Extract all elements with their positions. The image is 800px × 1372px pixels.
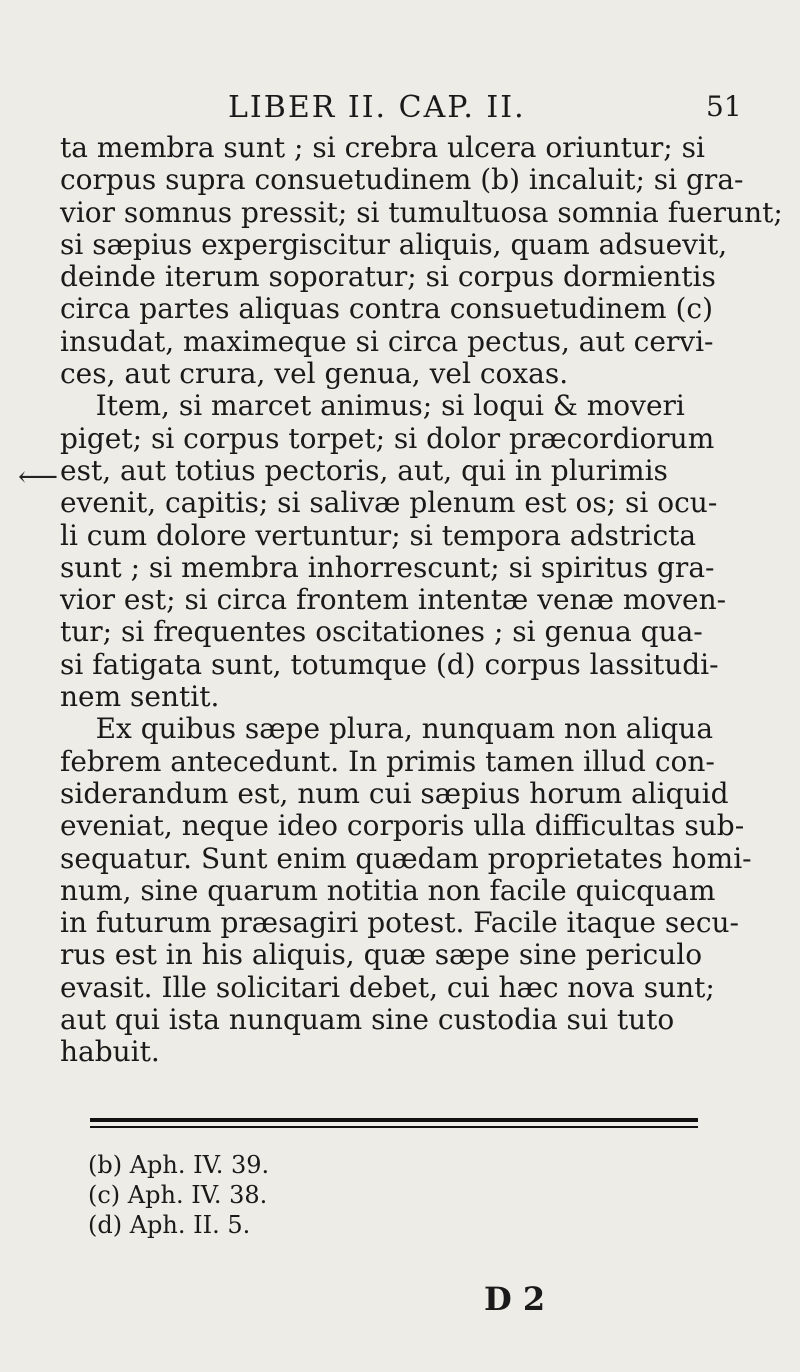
- running-head: LIBER II. CAP. II.: [228, 90, 526, 125]
- footnote-rule-thin: [90, 1126, 698, 1128]
- body-line: si sæpius expergiscitur aliquis, quam adsuevit,: [60, 227, 728, 261]
- signature-mark: D 2: [484, 1280, 546, 1318]
- body-text: [60, 131, 783, 1069]
- body-line: corpus supra consuetudinem (b) incaluit; si gra-: [60, 163, 744, 197]
- body-line: num, sine quarum notitia non facile quicquam: [60, 873, 716, 907]
- body-line: febrem antecedunt. In primis tamen illud con-: [60, 744, 715, 778]
- body-line: Item, si marcet animus; si loqui & moveri: [60, 389, 685, 423]
- body-line: nem sentit.: [60, 680, 220, 714]
- body-line: rus est in his aliquis, quæ sæpe sine periculo: [60, 938, 703, 972]
- footnote-c: (c) Aph. IV. 38.: [88, 1181, 268, 1209]
- footnote-rule-thick: [90, 1118, 698, 1122]
- body-line: deinde iterum soporatur; si corpus dormientis: [60, 260, 716, 294]
- body-line: aut qui ista nunquam sine custodia sui tuto: [60, 1003, 675, 1037]
- body-line: vior est; si circa frontem intentæ venæ moven-: [60, 583, 727, 617]
- body-line: ces, aut crura, vel genua, vel coxas.: [60, 357, 569, 391]
- body-line: Ex quibus sæpe plura, nunquam non aliqua: [60, 712, 714, 746]
- body-line: circa partes aliquas contra consuetudinem (c): [60, 292, 714, 326]
- body-line: sunt ; si membra inhorrescunt; si spiritus gra-: [60, 550, 715, 584]
- body-line: sequatur. Sunt enim quædam proprietates homi-: [60, 841, 752, 875]
- footnote-d: (d) Aph. II. 5.: [88, 1211, 251, 1239]
- body-line: ta membra sunt ; si crebra ulcera oriuntur; si: [60, 131, 705, 164]
- body-line: est, aut totius pectoris, aut, qui in plurimis: [60, 453, 668, 487]
- footnotes: [88, 1150, 269, 1240]
- body-line: piget; si corpus torpet; si dolor præcordiorum: [60, 421, 715, 455]
- body-line: eveniat, neque ideo corporis ulla difficultas sub-: [60, 809, 745, 843]
- body-line: tur; si frequentes oscitationes ; si genua qua-: [60, 615, 703, 649]
- body-line: vior somnus pressit; si tumultuosa somnia fuerunt;: [60, 195, 783, 229]
- body-line: habuit.: [60, 1035, 160, 1069]
- body-line: evenit, capitis; si salivæ plenum est os; si ocu-: [60, 486, 718, 520]
- page-number: 51: [706, 90, 742, 123]
- body-line: evasit. Ille solicitari debet, cui hæc nova sunt;: [60, 970, 715, 1004]
- body-line: si fatigata sunt, totumque (d) corpus lassitudi-: [60, 647, 719, 681]
- body-line: li cum dolore vertuntur; si tempora adstricta: [60, 518, 697, 552]
- body-line: in futurum præsagiri potest. Facile itaque secu-: [60, 906, 739, 940]
- margin-arrow-mark: ⟵: [18, 460, 59, 493]
- body-line: insudat, maximeque si circa pectus, aut cervi-: [60, 324, 714, 358]
- body-line: siderandum est, num cui sæpius horum aliquid: [60, 776, 729, 810]
- footnote-b: (b) Aph. IV. 39.: [88, 1151, 270, 1179]
